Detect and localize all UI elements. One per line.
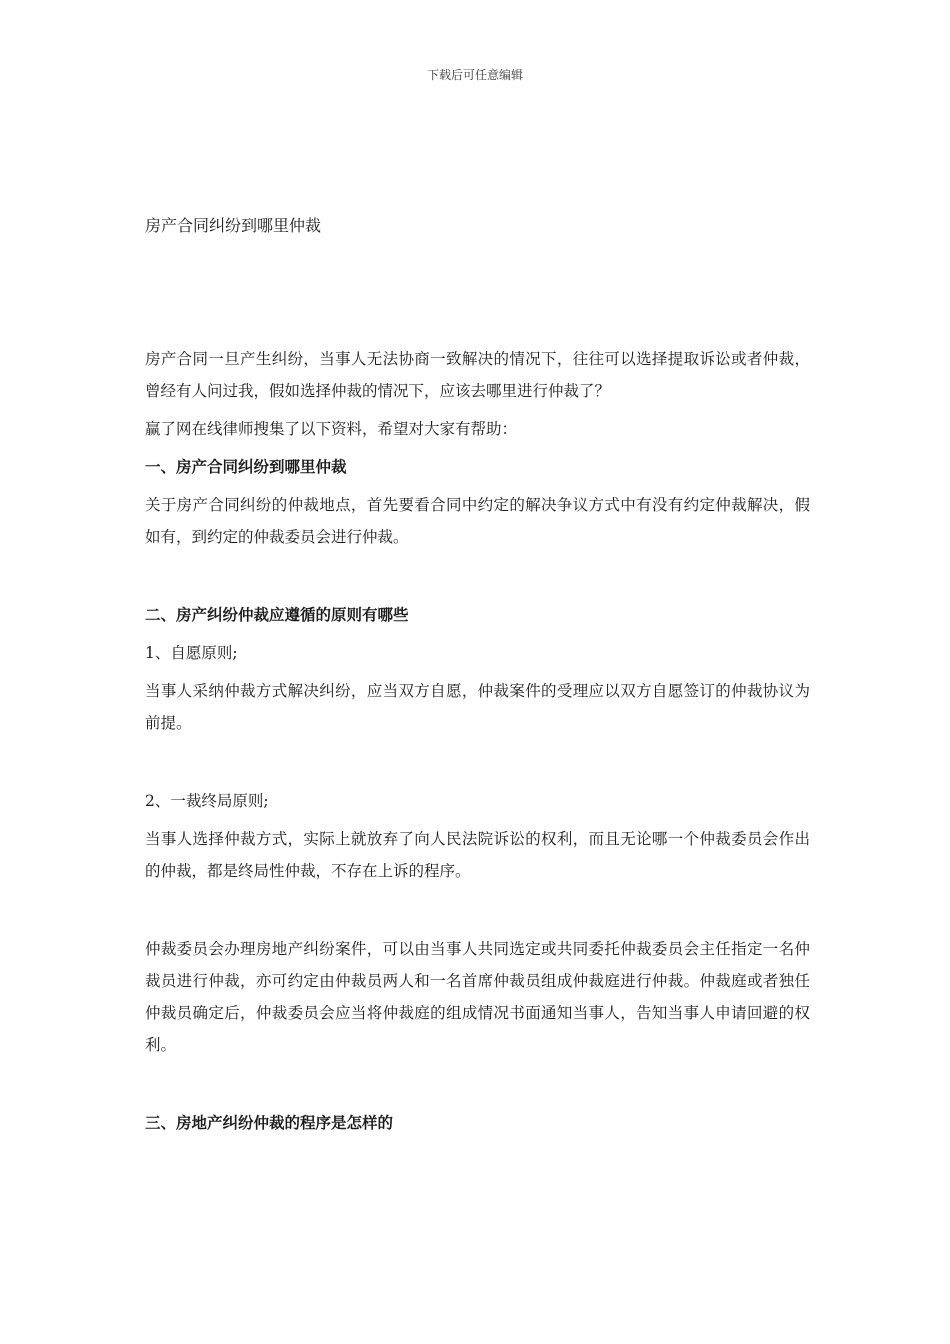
intro-paragraph-2: 赢了网在线律师搜集了以下资料，希望对大家有帮助： [145,420,518,438]
section-2-item-2-title: 2、一裁终局原则; [145,792,269,810]
section-3-heading: 三、房地产纠纷仲裁的程序是怎样的 [145,1114,394,1132]
section-1-body: 关于房产合同纠纷的仲裁地点，首先要看合同中约定的解决争议方式中有没有约定仲裁解决，假如有，到约定的仲裁委员会进行仲裁。 [145,496,810,546]
document-body [145,212,810,1139]
section-2-item-1-body: 当事人采纳仲裁方式解决纠纷，应当双方自愿，仲裁案件的受理应以双方自愿签订的仲裁协议为前提。 [145,682,810,732]
section-2-heading: 二、房产纠纷仲裁应遵循的原则有哪些 [145,606,409,624]
section-2-item-2-body: 当事人选择仲裁方式，实际上就放弃了向人民法院诉讼的权利，而且无论哪一个仲裁委员会作出的仲裁，都是终局性仲裁，不存在上诉的程序。 [145,830,810,880]
intro-paragraph: 房产合同一旦产生纠纷，当事人无法协商一致解决的情况下，往往可以选择提取诉讼或者仲裁，曾经有人问过我，假如选择仲裁的情况下，应该去哪里进行仲裁了？ [145,350,810,400]
section-1-heading: 一、房产合同纠纷到哪里仲裁 [145,458,347,476]
section-2-item-1-title: 1、自愿原则; [145,644,238,662]
page-header-note: 下载后可任意编辑 [426,68,523,82]
section-2-extra-body: 仲裁委员会办理房地产纠纷案件，可以由当事人共同选定或共同委托仲裁委员会主任指定一名仲裁员进行仲裁，亦可约定由仲裁员两人和一名首席仲裁员组成仲裁庭进行仲裁。仲裁庭或者独任仲裁员确定后，仲裁委员会应当将仲裁庭的组成情况书面通知当事人，告知当事人申请回避的权利。 [145,940,810,1054]
document-title: 房产合同纠纷到哪里仲裁 [145,216,322,235]
